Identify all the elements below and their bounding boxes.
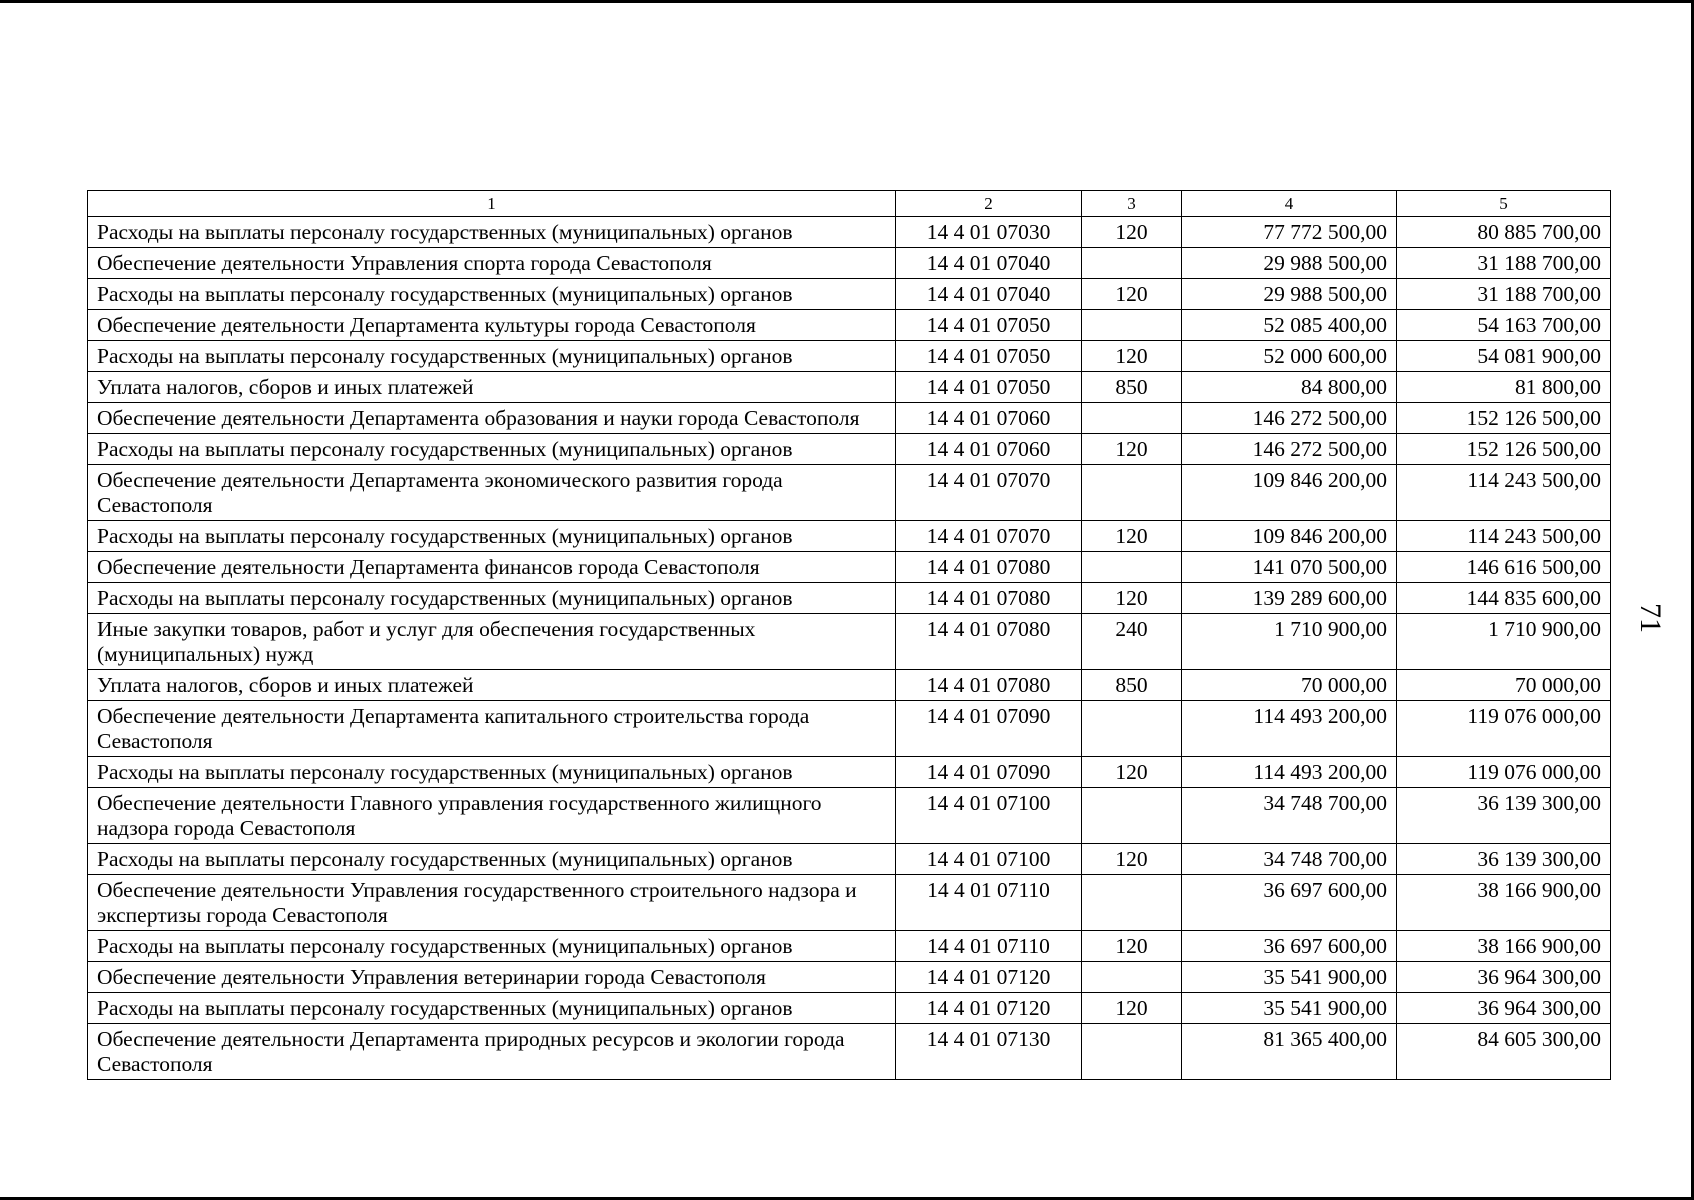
- cell-amount-col4: 146 272 500,00: [1182, 403, 1397, 434]
- table-row: [88, 614, 1611, 670]
- cell-code: 14 4 01 07030: [896, 217, 1082, 248]
- cell-amount-col5: 54 081 900,00: [1397, 341, 1611, 372]
- table-body: [88, 217, 1611, 1080]
- table-row: [88, 248, 1611, 279]
- cell-code: 14 4 01 07090: [896, 701, 1082, 757]
- cell-amount-col5: 70 000,00: [1397, 670, 1611, 701]
- table-row: [88, 931, 1611, 962]
- cell-name: Обеспечение деятельности Департамента экономического развития города Севастополя: [88, 465, 896, 521]
- cell-amount-col5: 114 243 500,00: [1397, 465, 1611, 521]
- cell-code: 14 4 01 07050: [896, 310, 1082, 341]
- cell-code: 14 4 01 07070: [896, 465, 1082, 521]
- cell-name: Обеспечение деятельности Департамента финансов города Севастополя: [88, 552, 896, 583]
- header-col-1: 1: [88, 191, 896, 217]
- cell-expense-type: [1082, 310, 1182, 341]
- cell-code: 14 4 01 07100: [896, 788, 1082, 844]
- header-col-3: 3: [1082, 191, 1182, 217]
- cell-name: Обеспечение деятельности Управления ветеринарии города Севастополя: [88, 962, 896, 993]
- cell-amount-col5: 119 076 000,00: [1397, 757, 1611, 788]
- cell-name: Обеспечение деятельности Департамента капитального строительства города Севастополя: [88, 701, 896, 757]
- cell-name: Расходы на выплаты персоналу государственных (муниципальных) органов: [88, 583, 896, 614]
- cell-name: Расходы на выплаты персоналу государственных (муниципальных) органов: [88, 434, 896, 465]
- cell-amount-col5: 80 885 700,00: [1397, 217, 1611, 248]
- cell-amount-col5: 38 166 900,00: [1397, 875, 1611, 931]
- cell-expense-type: 120: [1082, 279, 1182, 310]
- cell-code: 14 4 01 07090: [896, 757, 1082, 788]
- header-col-5: 5: [1397, 191, 1611, 217]
- cell-expense-type: 120: [1082, 583, 1182, 614]
- cell-amount-col5: 36 964 300,00: [1397, 993, 1611, 1024]
- budget-table: [87, 190, 1611, 1080]
- cell-amount-col5: 81 800,00: [1397, 372, 1611, 403]
- cell-code: 14 4 01 07120: [896, 962, 1082, 993]
- table-row: [88, 465, 1611, 521]
- cell-amount-col4: 29 988 500,00: [1182, 279, 1397, 310]
- cell-code: 14 4 01 07110: [896, 875, 1082, 931]
- cell-amount-col5: 36 139 300,00: [1397, 788, 1611, 844]
- table-row: [88, 670, 1611, 701]
- cell-name: Уплата налогов, сборов и иных платежей: [88, 372, 896, 403]
- table-row: [88, 341, 1611, 372]
- cell-amount-col5: 38 166 900,00: [1397, 931, 1611, 962]
- cell-amount-col5: 146 616 500,00: [1397, 552, 1611, 583]
- cell-name: Расходы на выплаты персоналу государственных (муниципальных) органов: [88, 279, 896, 310]
- cell-expense-type: [1082, 552, 1182, 583]
- cell-amount-col4: 70 000,00: [1182, 670, 1397, 701]
- table-row: [88, 552, 1611, 583]
- cell-amount-col5: 84 605 300,00: [1397, 1024, 1611, 1080]
- cell-name: Расходы на выплаты персоналу государственных (муниципальных) органов: [88, 217, 896, 248]
- cell-amount-col5: 36 139 300,00: [1397, 844, 1611, 875]
- cell-expense-type: [1082, 962, 1182, 993]
- cell-name: Расходы на выплаты персоналу государственных (муниципальных) органов: [88, 521, 896, 552]
- cell-expense-type: [1082, 788, 1182, 844]
- cell-expense-type: [1082, 875, 1182, 931]
- cell-amount-col4: 52 085 400,00: [1182, 310, 1397, 341]
- cell-expense-type: 240: [1082, 614, 1182, 670]
- cell-expense-type: 850: [1082, 372, 1182, 403]
- cell-code: 14 4 01 07130: [896, 1024, 1082, 1080]
- cell-amount-col5: 152 126 500,00: [1397, 434, 1611, 465]
- cell-name: Обеспечение деятельности Управления спорта города Севастополя: [88, 248, 896, 279]
- table-row: [88, 875, 1611, 931]
- cell-amount-col4: 52 000 600,00: [1182, 341, 1397, 372]
- cell-expense-type: 850: [1082, 670, 1182, 701]
- table-header: [88, 191, 1611, 217]
- table-row: [88, 757, 1611, 788]
- cell-amount-col5: 152 126 500,00: [1397, 403, 1611, 434]
- cell-code: 14 4 01 07080: [896, 670, 1082, 701]
- cell-name: Расходы на выплаты персоналу государственных (муниципальных) органов: [88, 844, 896, 875]
- table-row: [88, 701, 1611, 757]
- cell-code: 14 4 01 07110: [896, 931, 1082, 962]
- cell-code: 14 4 01 07100: [896, 844, 1082, 875]
- page-number: 71: [1634, 603, 1667, 633]
- cell-code: 14 4 01 07080: [896, 583, 1082, 614]
- cell-expense-type: [1082, 248, 1182, 279]
- cell-amount-col4: 34 748 700,00: [1182, 844, 1397, 875]
- table-row: [88, 217, 1611, 248]
- cell-name: Уплата налогов, сборов и иных платежей: [88, 670, 896, 701]
- cell-code: 14 4 01 07040: [896, 248, 1082, 279]
- cell-expense-type: [1082, 701, 1182, 757]
- cell-name: Обеспечение деятельности Главного управления государственного жилищного надзора города Севастополя: [88, 788, 896, 844]
- cell-amount-col4: 141 070 500,00: [1182, 552, 1397, 583]
- header-col-4: 4: [1182, 191, 1397, 217]
- cell-amount-col5: 31 188 700,00: [1397, 248, 1611, 279]
- cell-expense-type: 120: [1082, 521, 1182, 552]
- table-row: [88, 310, 1611, 341]
- cell-amount-col4: 84 800,00: [1182, 372, 1397, 403]
- cell-code: 14 4 01 07050: [896, 341, 1082, 372]
- table-row: [88, 788, 1611, 844]
- cell-expense-type: 120: [1082, 217, 1182, 248]
- cell-name: Иные закупки товаров, работ и услуг для обеспечения государственных (муниципальных) нужд: [88, 614, 896, 670]
- cell-name: Обеспечение деятельности Департамента культуры города Севастополя: [88, 310, 896, 341]
- cell-amount-col5: 1 710 900,00: [1397, 614, 1611, 670]
- cell-name: Расходы на выплаты персоналу государственных (муниципальных) органов: [88, 757, 896, 788]
- table-row: [88, 962, 1611, 993]
- cell-amount-col4: 109 846 200,00: [1182, 521, 1397, 552]
- cell-expense-type: 120: [1082, 757, 1182, 788]
- cell-amount-col5: 36 964 300,00: [1397, 962, 1611, 993]
- cell-amount-col4: 139 289 600,00: [1182, 583, 1397, 614]
- cell-expense-type: [1082, 465, 1182, 521]
- cell-name: Обеспечение деятельности Департамента природных ресурсов и экологии города Севастополя: [88, 1024, 896, 1080]
- cell-amount-col4: 77 772 500,00: [1182, 217, 1397, 248]
- cell-amount-col4: 35 541 900,00: [1182, 962, 1397, 993]
- cell-amount-col5: 31 188 700,00: [1397, 279, 1611, 310]
- cell-amount-col4: 36 697 600,00: [1182, 875, 1397, 931]
- header-row: [88, 191, 1611, 217]
- cell-code: 14 4 01 07040: [896, 279, 1082, 310]
- cell-amount-col5: 54 163 700,00: [1397, 310, 1611, 341]
- cell-name: Обеспечение деятельности Управления государственного строительного надзора и экспертизы города Севастополя: [88, 875, 896, 931]
- cell-amount-col4: 81 365 400,00: [1182, 1024, 1397, 1080]
- cell-code: 14 4 01 07060: [896, 434, 1082, 465]
- table-row: [88, 279, 1611, 310]
- cell-amount-col4: 114 493 200,00: [1182, 701, 1397, 757]
- cell-code: 14 4 01 07070: [896, 521, 1082, 552]
- header-col-2: 2: [896, 191, 1082, 217]
- cell-amount-col5: 144 835 600,00: [1397, 583, 1611, 614]
- cell-expense-type: 120: [1082, 931, 1182, 962]
- table-row: [88, 403, 1611, 434]
- cell-amount-col4: 29 988 500,00: [1182, 248, 1397, 279]
- cell-expense-type: 120: [1082, 434, 1182, 465]
- cell-amount-col4: 1 710 900,00: [1182, 614, 1397, 670]
- cell-amount-col5: 119 076 000,00: [1397, 701, 1611, 757]
- cell-expense-type: 120: [1082, 844, 1182, 875]
- cell-expense-type: [1082, 403, 1182, 434]
- table-row: [88, 1024, 1611, 1080]
- cell-name: Расходы на выплаты персоналу государственных (муниципальных) органов: [88, 931, 896, 962]
- cell-name: Расходы на выплаты персоналу государственных (муниципальных) органов: [88, 993, 896, 1024]
- cell-amount-col4: 114 493 200,00: [1182, 757, 1397, 788]
- cell-code: 14 4 01 07080: [896, 614, 1082, 670]
- cell-amount-col4: 36 697 600,00: [1182, 931, 1397, 962]
- table-row: [88, 993, 1611, 1024]
- table-row: [88, 583, 1611, 614]
- cell-code: 14 4 01 07050: [896, 372, 1082, 403]
- cell-code: 14 4 01 07120: [896, 993, 1082, 1024]
- cell-amount-col4: 34 748 700,00: [1182, 788, 1397, 844]
- table-row: [88, 372, 1611, 403]
- cell-amount-col4: 35 541 900,00: [1182, 993, 1397, 1024]
- cell-name: Расходы на выплаты персоналу государственных (муниципальных) органов: [88, 341, 896, 372]
- table-row: [88, 521, 1611, 552]
- cell-name: Обеспечение деятельности Департамента образования и науки города Севастополя: [88, 403, 896, 434]
- cell-amount-col5: 114 243 500,00: [1397, 521, 1611, 552]
- cell-code: 14 4 01 07060: [896, 403, 1082, 434]
- table-row: [88, 844, 1611, 875]
- cell-amount-col4: 109 846 200,00: [1182, 465, 1397, 521]
- cell-expense-type: 120: [1082, 341, 1182, 372]
- cell-amount-col4: 146 272 500,00: [1182, 434, 1397, 465]
- cell-expense-type: [1082, 1024, 1182, 1080]
- cell-code: 14 4 01 07080: [896, 552, 1082, 583]
- table-row: [88, 434, 1611, 465]
- scan-border-top: [0, 0, 1694, 3]
- cell-expense-type: 120: [1082, 993, 1182, 1024]
